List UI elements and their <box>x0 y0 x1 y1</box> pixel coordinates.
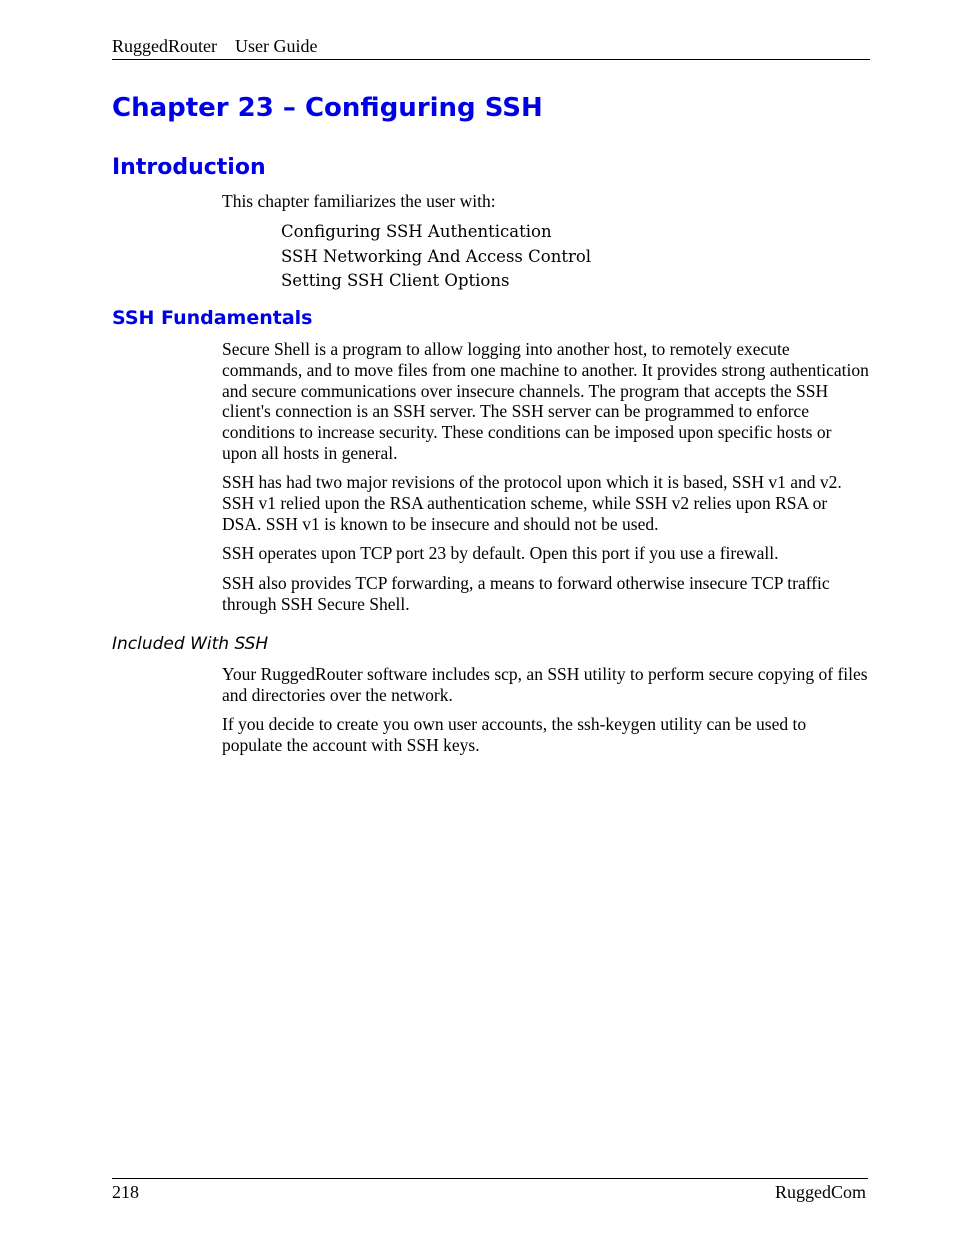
fundamentals-paragraph: Secure Shell is a program to allow logging into another host, to remotely execute commands, and to move files from one machine to another. It provides strong authentication and secure communications over insecure channels. The program that accepts the SSH client's connection is an SSH server. The SSH server can be programmed to enforce conditions to increase security. These conditions can be imposed upon specific hosts or upon all hosts in general. <box>222 339 869 463</box>
topic-item: SSH Networking And Access Control <box>281 246 592 266</box>
introduction-heading: Introduction <box>112 155 266 180</box>
topic-item: Configuring SSH Authentication <box>281 222 552 241</box>
page-number: 218 <box>112 1182 139 1202</box>
page-footer <box>112 1178 868 1204</box>
included-with-ssh-heading: Included With SSH <box>112 634 269 654</box>
included-paragraph: If you decide to create you own user accounts, the ssh-keygen utility can be used to populate the account with SSH keys. <box>222 714 807 755</box>
header-product: RuggedRouter <box>112 36 217 56</box>
chapter-title: Chapter 23 – Configuring SSH <box>112 93 543 123</box>
introduction-lead: This chapter familiarizes the user with: <box>222 191 496 211</box>
fundamentals-paragraph: SSH has had two major revisions of the protocol upon which it is based, SSH v1 and v2. SSH v1 relied upon the RSA authentication scheme, while SSH v2 relies upon RSA or DSA. SSH v1 is known to be insecure and should not be used. <box>222 472 842 534</box>
topic-item: Setting SSH Client Options <box>281 271 510 290</box>
fundamentals-paragraph: SSH also provides TCP forwarding, a means to forward otherwise insecure TCP traffic through SSH Secure Shell. <box>222 573 830 614</box>
footer-company: RuggedCom <box>774 1182 866 1202</box>
introduction-topic-list <box>281 220 591 294</box>
header-doc-title: User Guide <box>235 36 318 56</box>
fundamentals-paragraph: SSH operates upon TCP port 23 by default. Open this port if you use a firewall. <box>222 543 779 563</box>
ssh-fundamentals-heading: SSH Fundamentals <box>112 307 313 329</box>
included-paragraph: Your RuggedRouter software includes scp, an SSH utility to perform secure copying of files and directories over the network. <box>222 664 868 705</box>
page-header <box>112 35 870 60</box>
